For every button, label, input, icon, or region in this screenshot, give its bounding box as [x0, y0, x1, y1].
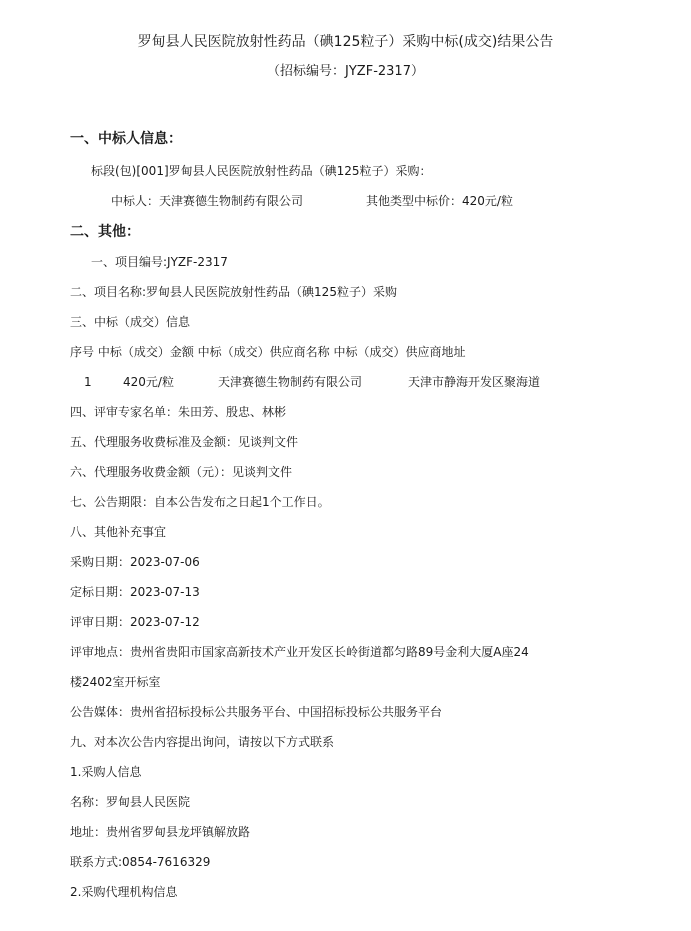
section-heading-other: 二、其他：: [70, 224, 140, 240]
item-contact-heading: 九、对本次公告内容提出询问，请按以下方式联系: [70, 735, 335, 749]
winner-name: 中标人：天津赛德生物制药有限公司: [111, 194, 304, 208]
item-other-matters: 八、其他补充事宜: [70, 525, 167, 539]
purchase-date: 采购日期：2023-07-06: [70, 555, 200, 569]
item-experts: 四、评审专家名单：朱田芳、殷忠、林彬: [70, 405, 287, 419]
review-location: 评审地点：贵州省贵阳市国家高新技术产业开发区长岭街道都匀路89号金利大厦A座24: [70, 645, 529, 659]
item-fee-amount: 六、代理服务收费金额（元）：见谈判文件: [70, 465, 293, 479]
result-row-supplier: 天津赛德生物制药有限公司: [218, 375, 363, 389]
purchaser-address: 地址：贵州省罗甸县龙坪镇解放路: [70, 825, 251, 839]
purchaser-name: 名称：罗甸县人民医院: [70, 795, 191, 809]
result-row-no: 1: [84, 375, 92, 389]
item-notice-period: 七、公告期限：自本公告发布之日起1个工作日。: [70, 495, 330, 509]
purchaser-phone: 联系方式:0854-7616329: [70, 855, 211, 869]
item-fee-standard: 五、代理服务收费标准及金额：见谈判文件: [70, 435, 299, 449]
section-heading-winner: 一、中标人信息：: [70, 131, 182, 147]
award-date: 定标日期：2023-07-13: [70, 585, 200, 599]
review-date: 评审日期：2023-07-12: [70, 615, 200, 629]
lot-line: 标段(包)[001]罗甸县人民医院放射性药品（碘125粒子）采购：: [91, 164, 432, 178]
review-location-cont: 楼2402室开标室: [70, 675, 161, 689]
result-row-amount: 420元/粒: [123, 375, 174, 389]
item-project-no: 一、项目编号:JYZF-2317: [91, 255, 228, 269]
purchaser-info-heading: 1.采购人信息: [70, 765, 142, 779]
result-table-header: 序号 中标（成交）金额 中标（成交）供应商名称 中标（成交）供应商地址: [70, 345, 466, 359]
notice-media: 公告媒体：贵州省招标投标公共服务平台、中国招标投标公共服务平台: [70, 705, 443, 719]
item-project-name: 二、项目名称:罗甸县人民医院放射性药品（碘125粒子）采购: [70, 285, 397, 299]
winner-price: 其他类型中标价：420元/粒: [366, 194, 513, 208]
agency-info-heading: 2.采购代理机构信息: [70, 885, 178, 899]
document-title: 罗甸县人民医院放射性药品（碘125粒子）采购中标(成交)结果公告: [137, 34, 554, 50]
document-subtitle: （招标编号：JYZF-2317）: [267, 64, 424, 79]
result-row-address: 天津市静海开发区聚海道: [408, 375, 541, 389]
item-result-heading: 三、中标（成交）信息: [70, 315, 191, 329]
